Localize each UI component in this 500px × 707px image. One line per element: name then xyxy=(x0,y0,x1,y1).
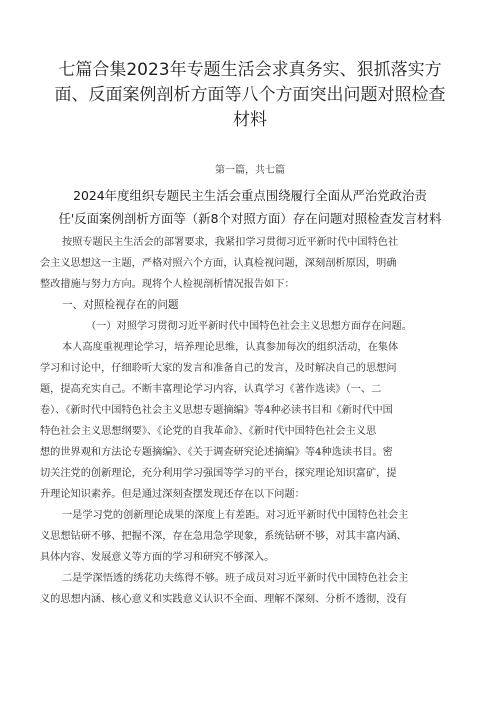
paragraph-line: 一是学习党的创新理论成果的深度上有差距。对习近平新时代中国特色社会主 xyxy=(62,510,409,521)
paragraph-line: 切关注党的创新理论，充分利用学习强国等学习的平台，探究理论知识富矿，提 xyxy=(40,468,397,479)
paragraph-line: 二是学深悟透的绣花功夫练得不够。班子成员对习近平新时代中国特色社会主 xyxy=(62,573,409,584)
paragraph-line: 整改措施与努力方向。现将个人检视剖析情况报告如下： xyxy=(40,279,295,290)
paragraph-line: 卷）、《新时代中国特色社会主义思想专题摘编》等4种必读书目和《新时代中国 xyxy=(40,405,393,416)
paragraph-line: 义思想钻研不够、把握不深，存在急用急学现象，系统钻研不够，对其丰富内涵、 xyxy=(40,531,407,542)
paragraph-line: 义的思想内涵、核心意义和实践意义认识不全面、理解不深刻、分析不透彻，没有 xyxy=(40,594,407,605)
section-title-line: 2024年度组织专题民主生活会重点围绕履行全面从严治党政治责 xyxy=(73,188,427,203)
title-line: 面、反面案例剖析方面等八个方面突出问题对照检查 xyxy=(54,85,446,105)
paragraph-line: 按照专题民主生活会的部署要求，我紧扣学习贯彻习近平新时代中国特色社 xyxy=(62,237,399,248)
paragraph-line: 会主义思想这一主题，严格对照六个方面，认真检视问题，深刻剖析原因，明确 xyxy=(40,258,397,269)
paragraph-line: 本人高度重视理论学习，培养理论思维，认真参加每次的组织活动，在集体 xyxy=(62,342,399,353)
document-title xyxy=(50,58,450,133)
section-title-line: 任'反面案例剖析方面等（新8个对照方面）存在问题对照检查发言材料 xyxy=(58,211,442,226)
paragraph-line: 特色社会主义思想纲要》、《论党的自我革命》、《新时代中国特色社会主义思 xyxy=(40,426,377,437)
subheading-line: （一）对照学习贯彻习近平新时代中国特色社会主义思想方面存在问题。 xyxy=(86,321,412,332)
body-text xyxy=(40,232,468,610)
title-line: 材料 xyxy=(233,110,267,130)
paragraph-line: 想的世界观和方法论专题摘编》、《关于调查研究论述摘编》等4种选读书目。密 xyxy=(40,447,393,458)
paragraph-line: 题，提高充实自己。不断丰富理论学习内容，认真学习《著作选读》（一、二 xyxy=(40,384,382,395)
title-line: 七篇合集2023年专题生活会求真务实、狠抓落实方 xyxy=(58,60,442,80)
heading-line: 一、对照检视存在的问题 xyxy=(62,299,179,311)
paragraph-line: 学习和讨论中，仔细聆听大家的发言和准备自己的发言，及时解决自己的思想问 xyxy=(40,363,397,374)
part-label: 第一篇，共七篇 xyxy=(215,165,285,176)
section-title xyxy=(40,184,460,230)
paragraph-line: 升理论知识素养。但是通过深刻查摆发现还存在以下问题： xyxy=(40,489,305,500)
paragraph-line: 具体内容、发展意义等方面的学习和研究不够深入。 xyxy=(40,552,275,563)
